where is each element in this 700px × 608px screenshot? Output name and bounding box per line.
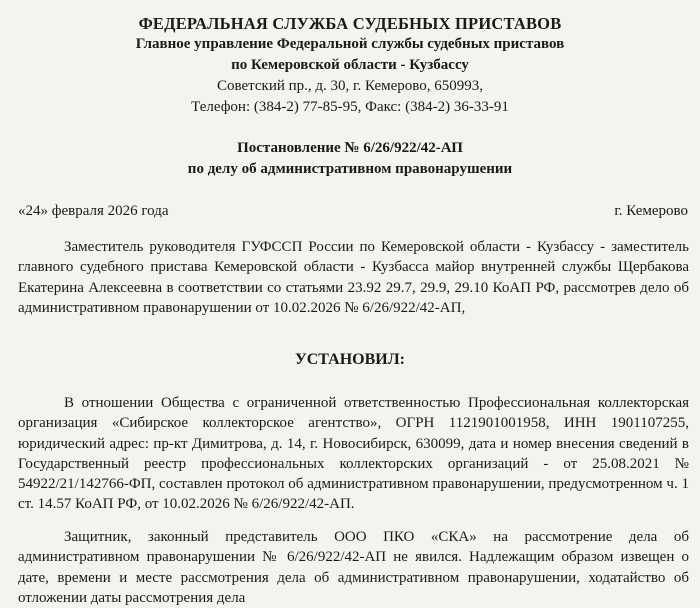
findings-paragraph: В отношении Общества с ограниченной ответственностью Профессиональная коллекторская организация «Сибирское коллекторское агентство», ОГРН 1121901001958, ИНН 1901107255, юридический адрес: пр-кт Димитрова, д. 14, г. Новосибирск, 630099, дата и номер внесения сведений в Государственный реестр профессиональных коллекторских организаций - от 25.08.2021 № 54922/21/142766-ФП, составлен протокол об административном правонарушении, предусмотренном ч. 1 ст. 14.57 КоАП РФ, от 10.02.2026 № 6/26/922/42-АП. xyxy=(18,395,689,513)
department-name: Главное управление Федеральной службы судебных приставов xyxy=(135,36,565,52)
document-city: г. Кемерово xyxy=(614,203,688,219)
title-line-1: Постановление № 6/26/922/42-АП xyxy=(237,140,463,156)
letterhead xyxy=(0,13,700,118)
title-line-2: по делу об административном правонарушении xyxy=(187,161,513,177)
address-line: Советский пр., д. 30, г. Кемерово, 650993, xyxy=(217,78,483,94)
region-name: по Кемеровской области - Кузбассу xyxy=(231,57,469,73)
date-line xyxy=(18,201,688,221)
contacts-line: Телефон: (384-2) 77-85-95, Факс: (384-2) 36-33-91 xyxy=(191,99,509,115)
intro-paragraph: Заместитель руководителя ГУФССП России по Кемеровской области - Кузбассу - заместитель главного судебного пристава Кемеровской области - Кузбасса майор внутренней службы Щербакова Екатерина Алексеевна в соответствии со статьями 23.92 29.7, 29.9, 29.10 КоАП РФ, рассмотрев дело об административном правонарушении от 10.02.2026 № 6/26/922/42-АП, xyxy=(18,239,689,316)
document-title xyxy=(0,138,700,180)
section-heading: УСТАНОВИЛ: xyxy=(295,351,405,368)
defender-paragraph: Защитник, законный представитель ООО ПКО «СКА» на рассмотрение дела об административном правонарушении № 6/26/922/42-АП не явился. Надлежащим образом извещен о дате, времени и месте рассмотрения дела об административном правонарушении, ходатайство об отложении даты рассмотрения дела xyxy=(18,529,689,606)
agency-name: ФЕДЕРАЛЬНАЯ СЛУЖБА СУДЕБНЫХ ПРИСТАВОВ xyxy=(138,14,562,33)
document-date: «24» февраля 2026 года xyxy=(18,203,169,219)
